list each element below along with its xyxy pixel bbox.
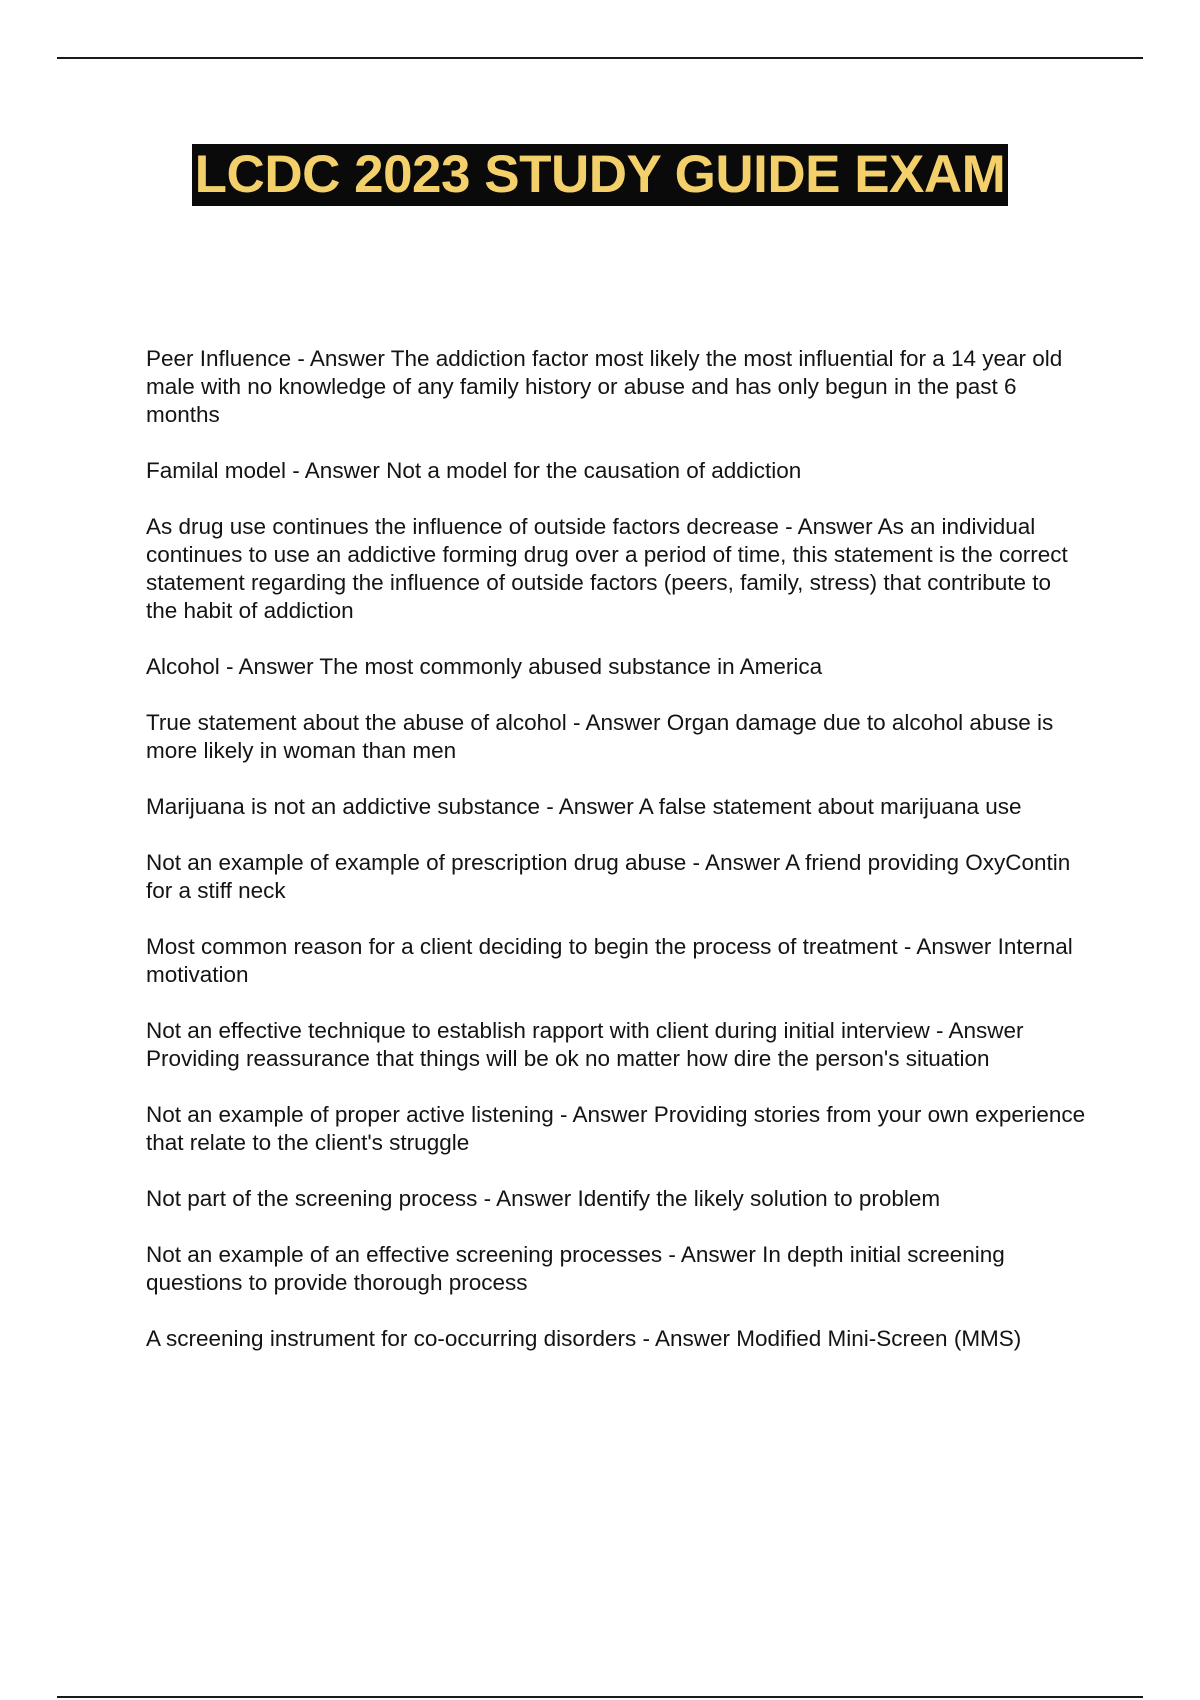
title-container bbox=[0, 144, 1200, 206]
qa-item: Not an effective technique to establish rapport with client during initial interview - Answer Providing reassurance that things will be ok no matter how dire the person's situation bbox=[146, 1018, 1024, 1071]
bottom-rule bbox=[57, 1696, 1143, 1698]
qa-item: Most common reason for a client deciding to begin the process of treatment - Answer Internal motivation bbox=[146, 934, 1073, 987]
qa-item: Not part of the screening process - Answer Identify the likely solution to problem bbox=[146, 1186, 941, 1211]
qa-item: Peer Influence - Answer The addiction factor most likely the most influential for a 14 year old male with no knowledge of any family history or abuse and has only begun in the past 6 months bbox=[146, 346, 1063, 427]
qa-item: Not an example of example of prescription drug abuse - Answer A friend providing OxyContin for a stiff neck bbox=[146, 850, 1071, 903]
qa-item: As drug use continues the influence of outside factors decrease - Answer As an individual continues to use an addictive forming drug over a period of time, this statement is the correct statement regarding the influence of outside factors (peers, family, stress) that contribute to the habit of addiction bbox=[146, 514, 1068, 623]
qa-item: Familal model - Answer Not a model for the causation of addiction bbox=[146, 458, 802, 483]
qa-item: Not an example of an effective screening processes - Answer In depth initial screening questions to provide thorough process bbox=[146, 1242, 1005, 1295]
qa-list bbox=[146, 345, 1086, 1381]
qa-item: True statement about the abuse of alcohol - Answer Organ damage due to alcohol abuse is more likely in woman than men bbox=[146, 710, 1054, 763]
qa-item: Marijuana is not an addictive substance - Answer A false statement about marijuana use bbox=[146, 794, 1022, 819]
qa-item: Not an example of proper active listening - Answer Providing stories from your own experience that relate to the client's struggle bbox=[146, 1102, 1086, 1155]
qa-item: Alcohol - Answer The most commonly abused substance in America bbox=[146, 654, 823, 679]
qa-item: A screening instrument for co-occurring disorders - Answer Modified Mini-Screen (MMS) bbox=[146, 1326, 1022, 1351]
document-title: LCDC 2023 STUDY GUIDE EXAM bbox=[192, 144, 1009, 206]
top-rule bbox=[57, 57, 1143, 59]
